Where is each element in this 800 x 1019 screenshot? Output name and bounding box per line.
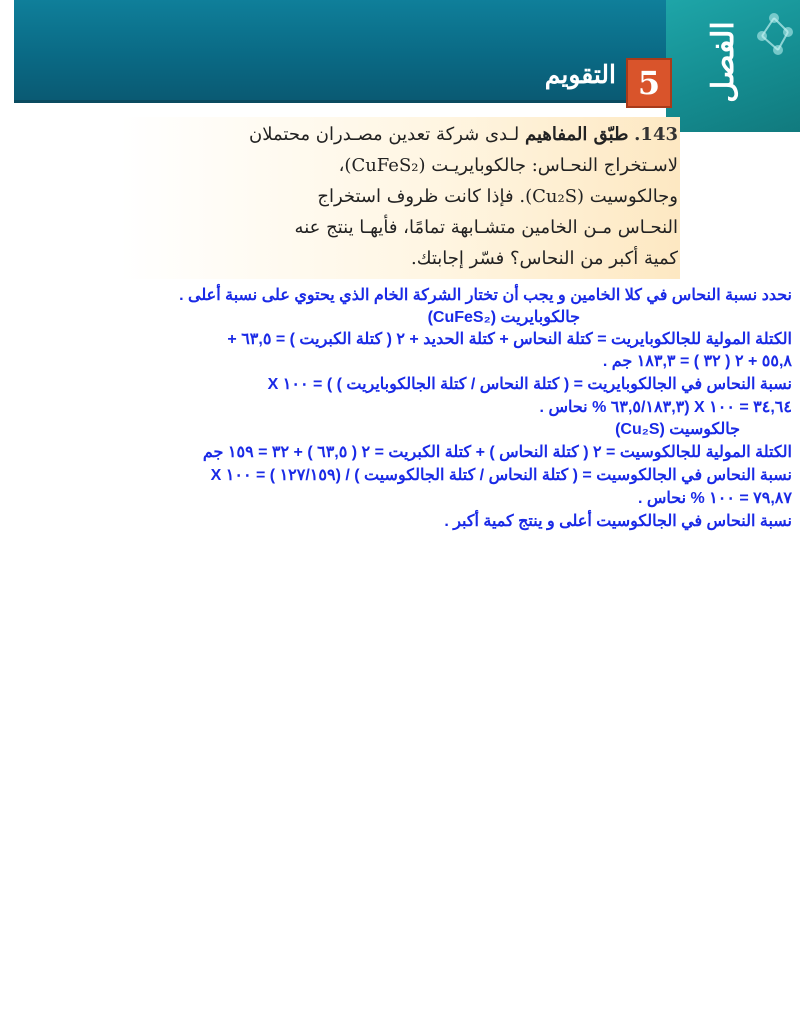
answer-line: نحدد نسبة النحاس في كلا الخامين و يجب أن تختار الشركة الخام الذي يحتوي على نسبة أعلى . [179, 287, 792, 304]
chapter-label: الفصل [706, 21, 741, 103]
question-line: لاسـتخراج النحـاس: جالكوبايريـت (CuFeS₂)، [338, 155, 678, 176]
answer-line: الكتلة المولية للجالكوبايريت = كتلة النحاس + كتلة الحديد + ٢ ( كتلة الكبريت ) = ٦٣,٥ + [227, 331, 792, 348]
answer-line: نسبة النحاس في الجالكوسيت = ( كتلة النحاس / كتلة الجالكوسيت ) / (١٢٧/١٥٩ ) = ١٠٠ X [210, 467, 792, 484]
answer-line: نسبة النحاس في الجالكوبايريت = ( كتلة النحاس / كتلة الجالكوبايريت ) ) = ١٠٠ X [267, 376, 792, 393]
question-line: النحـاس مـن الخامين متشـابهة تمامًا، فأيهـا ينتج عنه [294, 217, 678, 238]
question-line: وجالكوسيت (Cu₂S). فإذا كانت ظروف استخراج [317, 186, 678, 207]
section-number: 5 [626, 58, 672, 108]
answer-line: ٧٩,٨٧ = ١٠٠ % نحاس . [637, 490, 792, 507]
question-category: طبّق المفاهيم [524, 124, 629, 145]
answer-line: الكتلة المولية للجالكوسيت = ٢ ( كتلة النحاس ) + كتلة الكبريت = ٢ ( ٦٣,٥ ) + ٣٢ = ١٥٩ جم [202, 444, 792, 461]
question-line [249, 124, 678, 145]
question-text: لـدى شركة تعدين مصـدران محتملان [249, 124, 520, 145]
answer-line: ٣٤,٦٤ = ١٠٠ X (٦٣,٥/١٨٣,٣ % نحاس . [539, 399, 792, 416]
answer-conclusion: نسبة النحاس في الجالكوسيت أعلى و ينتج كمية أكبر . [444, 513, 792, 530]
answer-heading: جالكوبايريت (CuFeS₂) [427, 309, 580, 326]
answer-line: ٥٥,٨ + ٢ ( ٣٢ ) = ١٨٣,٣ جم . [602, 353, 792, 370]
question-line: كمية أكبر من النحاس؟ فسّر إجابتك. [410, 248, 678, 269]
question-number: 143. [634, 124, 678, 145]
answer-heading: جالكوسيت (Cu₂S) [615, 421, 740, 438]
section-title: التقويم [544, 60, 616, 89]
molecule-icon [752, 10, 796, 70]
